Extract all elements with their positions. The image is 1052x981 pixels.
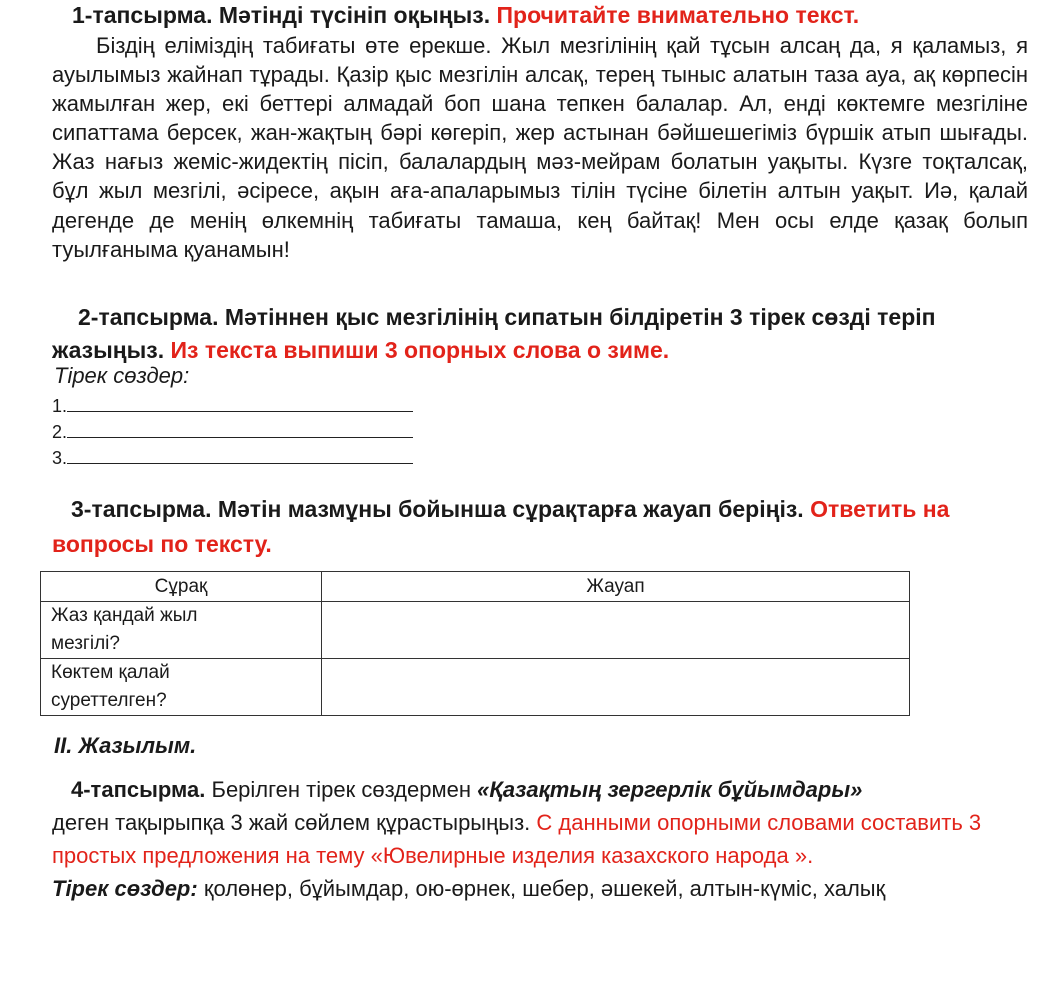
task4-theme: «Қазақтың зергерлік бұйымдары» bbox=[477, 777, 863, 802]
task2-keywords-label: Тірек сөздер: bbox=[54, 363, 190, 388]
task4-text-a: Берілген тірек сөздермен bbox=[211, 777, 471, 802]
task1-ru-instruction: Прочитайте внимательно текст. bbox=[496, 2, 860, 28]
task1-text-block bbox=[52, 31, 1028, 264]
answer-line-1[interactable] bbox=[52, 396, 413, 417]
section-title: ІІ. Жазылым. bbox=[54, 733, 197, 758]
table-row bbox=[41, 602, 910, 659]
table-row bbox=[41, 659, 910, 716]
answer-rule bbox=[67, 399, 413, 412]
answer-line-3[interactable] bbox=[52, 448, 413, 469]
task4-ru-instruction: С данными опорными словами составить 3 простых предложения на тему «Ювелирные изделия казахского народа ». bbox=[52, 810, 982, 868]
task3-heading bbox=[52, 492, 1012, 562]
task4-block bbox=[52, 773, 1027, 905]
task4-text-b: деген тақырыпқа 3 жай сөйлем құрастырыңыз. bbox=[52, 810, 531, 835]
task2-label-line1: 2-тапсырма. Мәтіннен қыс мезгілінің сипатын білдіретін 3 тірек сөзді теріп bbox=[78, 304, 936, 330]
task4-keywords-list: қолөнер, бұйымдар, ою-өрнек, шебер, әшекей, алтын-күміс, халық bbox=[203, 876, 886, 901]
task2-label-line2: жазыңыз. bbox=[52, 337, 165, 363]
task1-heading bbox=[72, 2, 859, 29]
task4-line1 bbox=[52, 773, 1027, 806]
task3-ru-instruction-2: вопросы по тексту. bbox=[52, 531, 272, 557]
task1-paragraph: Біздің еліміздің табиғаты өте ерекше. Жыл мезгілінің қай тұсын алсаң да, я қаламыз, я ауылымыз жайнап тұрады. Қазір қыс мезгілін алсақ, терең тыныс алатын таза ауа, ақ көрпесін жамылған жер, екі беттері алмадай боп шана тепкен балалар. Ал, енді көктемге мезгіліне сипаттама берсек, жан-жақтың бәрі көгеріп, жер астынан бәйшешегіміз бүршік атып шығады. Жаз нағыз жеміс-жидектің пісіп, балалардың мәз-мейрам болатын уақыты. Күзге тоқталсақ, бұл жыл мезгілі, әсіресе, ақын аға-апаларымыз тілін түсіне білетін алтын уақыт. Иә, қалай дегенде де менің өлкемнің табиғаты тамаша, кең байтақ! Мен осы елде қазақ болып туылғаныма қуанамын! bbox=[52, 33, 1028, 262]
answer-cell[interactable] bbox=[322, 659, 910, 716]
answer-line-number: 2. bbox=[52, 422, 68, 442]
answer-line-number: 1. bbox=[52, 396, 68, 416]
task4-keywords-label: Тірек сөздер: bbox=[52, 876, 198, 901]
task2-heading bbox=[52, 301, 1012, 367]
question-line: Көктем қалай bbox=[51, 662, 170, 683]
task4-label: 4-тапсырма. bbox=[71, 777, 206, 802]
header-answer: Жауап bbox=[322, 572, 910, 602]
question-line: Жаз қандай жыл bbox=[51, 605, 198, 626]
answer-line-number: 3. bbox=[52, 448, 68, 468]
qa-table bbox=[40, 571, 910, 716]
answer-rule bbox=[67, 425, 413, 438]
answer-cell[interactable] bbox=[322, 602, 910, 659]
task2-label-line2-wrap bbox=[52, 334, 1012, 367]
table-header-row bbox=[41, 572, 910, 602]
task3-label: 3-тапсырма. Мәтін мазмұны бойынша сұрақтарға жауап беріңіз. bbox=[71, 496, 804, 522]
header-question: Сұрақ bbox=[41, 572, 322, 602]
task3-ru-instruction-1: Ответить на bbox=[810, 496, 950, 522]
question-cell bbox=[41, 659, 322, 716]
answer-rule bbox=[67, 451, 413, 464]
task1-label: 1-тапсырма. Мәтінді түсініп оқыңыз. bbox=[72, 2, 491, 28]
question-cell bbox=[41, 602, 322, 659]
answer-line-2[interactable] bbox=[52, 422, 413, 443]
question-line: мезгілі? bbox=[51, 633, 120, 654]
task4-body bbox=[52, 806, 1027, 872]
task3-line1 bbox=[52, 492, 1012, 527]
task2-ru-instruction: Из текста выпиши 3 опорных слова о зиме. bbox=[170, 337, 670, 363]
question-line: суреттелген? bbox=[51, 690, 167, 711]
task4-keywords bbox=[52, 872, 1027, 905]
